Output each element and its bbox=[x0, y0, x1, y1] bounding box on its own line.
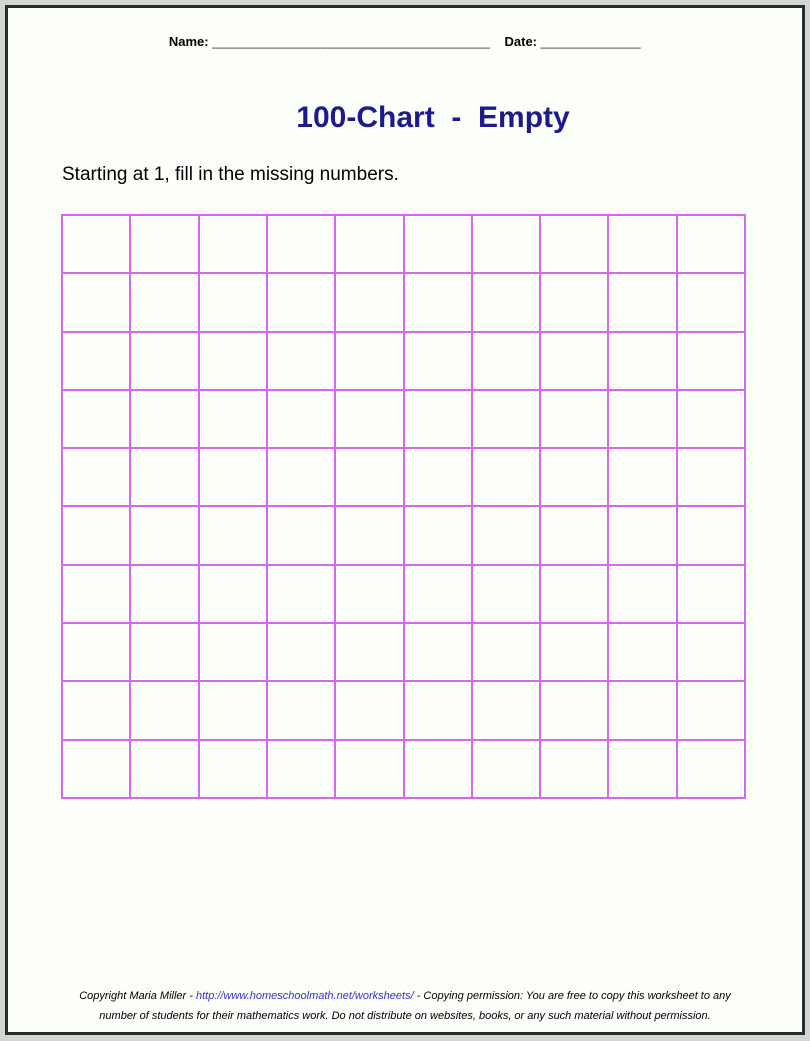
grid-cell[interactable] bbox=[405, 274, 471, 330]
grid-cell[interactable] bbox=[200, 391, 266, 447]
grid-cell[interactable] bbox=[131, 274, 197, 330]
copyright-line-1 bbox=[8, 986, 802, 1006]
grid-cell[interactable] bbox=[609, 333, 675, 389]
grid-cell[interactable] bbox=[405, 682, 471, 738]
grid-cell[interactable] bbox=[63, 566, 129, 622]
grid-cell[interactable] bbox=[678, 566, 744, 622]
date-blank[interactable]: _____________ bbox=[540, 34, 642, 49]
worksheet-page bbox=[5, 5, 805, 1035]
grid-cell[interactable] bbox=[678, 216, 744, 272]
grid-cell[interactable] bbox=[609, 507, 675, 563]
grid-cell[interactable] bbox=[473, 507, 539, 563]
grid-cell[interactable] bbox=[336, 274, 402, 330]
grid-cell[interactable] bbox=[473, 391, 539, 447]
grid-cell[interactable] bbox=[541, 333, 607, 389]
grid-cell[interactable] bbox=[678, 682, 744, 738]
copyright-suffix: - Copying permission: You are free to copy this worksheet to any bbox=[413, 990, 731, 1002]
grid-cell[interactable] bbox=[268, 682, 334, 738]
grid-cell[interactable] bbox=[131, 741, 197, 797]
grid-cell[interactable] bbox=[541, 682, 607, 738]
grid-cell[interactable] bbox=[200, 216, 266, 272]
grid-cell[interactable] bbox=[200, 333, 266, 389]
grid-cell[interactable] bbox=[268, 449, 334, 505]
grid-cell[interactable] bbox=[405, 333, 471, 389]
grid-cell[interactable] bbox=[131, 507, 197, 563]
copyright-line-2: number of students for their mathematics work. Do not distribute on websites, books, or any such material without permission. bbox=[99, 1010, 711, 1022]
grid-cell[interactable] bbox=[200, 274, 266, 330]
grid-cell[interactable] bbox=[609, 449, 675, 505]
grid-cell[interactable] bbox=[678, 391, 744, 447]
grid-cell[interactable] bbox=[473, 566, 539, 622]
grid-cell[interactable] bbox=[63, 507, 129, 563]
grid-cell[interactable] bbox=[63, 682, 129, 738]
grid-cell[interactable] bbox=[200, 624, 266, 680]
grid-cell[interactable] bbox=[200, 741, 266, 797]
grid-cell[interactable] bbox=[541, 507, 607, 563]
grid-cell[interactable] bbox=[405, 624, 471, 680]
grid-cell[interactable] bbox=[63, 274, 129, 330]
grid-cell[interactable] bbox=[336, 391, 402, 447]
grid-cell[interactable] bbox=[473, 624, 539, 680]
grid-cell[interactable] bbox=[131, 333, 197, 389]
grid-cell[interactable] bbox=[63, 391, 129, 447]
date-label: Date: bbox=[504, 34, 538, 49]
grid-cell[interactable] bbox=[541, 274, 607, 330]
instruction-text: Starting at 1, fill in the missing numbers. bbox=[62, 164, 399, 185]
name-date-row bbox=[8, 34, 802, 49]
grid-cell[interactable] bbox=[405, 216, 471, 272]
grid-cell[interactable] bbox=[609, 391, 675, 447]
grid-cell[interactable] bbox=[63, 333, 129, 389]
grid-cell[interactable] bbox=[336, 682, 402, 738]
grid-cell[interactable] bbox=[473, 274, 539, 330]
grid-cell[interactable] bbox=[609, 274, 675, 330]
grid-cell[interactable] bbox=[268, 391, 334, 447]
grid-cell[interactable] bbox=[131, 216, 197, 272]
grid-cell[interactable] bbox=[678, 274, 744, 330]
worksheets-link[interactable]: http://www.homeschoolmath.net/worksheets/ bbox=[195, 990, 414, 1002]
grid-cell[interactable] bbox=[63, 449, 129, 505]
name-blank[interactable]: ____________________________________ bbox=[212, 34, 491, 49]
grid-cell[interactable] bbox=[678, 624, 744, 680]
grid-cell[interactable] bbox=[200, 449, 266, 505]
grid-cell[interactable] bbox=[541, 391, 607, 447]
grid-cell[interactable] bbox=[336, 449, 402, 505]
grid-cell[interactable] bbox=[678, 741, 744, 797]
grid-cell[interactable] bbox=[541, 566, 607, 622]
grid-cell[interactable] bbox=[200, 507, 266, 563]
grid-cell[interactable] bbox=[678, 507, 744, 563]
grid-cell[interactable] bbox=[405, 391, 471, 447]
grid-cell[interactable] bbox=[268, 566, 334, 622]
grid-cell[interactable] bbox=[131, 624, 197, 680]
grid-cell[interactable] bbox=[131, 391, 197, 447]
grid-cell[interactable] bbox=[405, 507, 471, 563]
grid-cell[interactable] bbox=[473, 741, 539, 797]
grid-cell[interactable] bbox=[609, 216, 675, 272]
grid-cell[interactable] bbox=[609, 624, 675, 680]
grid-cell[interactable] bbox=[405, 741, 471, 797]
grid-cell[interactable] bbox=[336, 507, 402, 563]
name-label: Name: bbox=[168, 34, 209, 49]
grid-cell[interactable] bbox=[268, 741, 334, 797]
grid-cell[interactable] bbox=[609, 566, 675, 622]
grid-cell[interactable] bbox=[131, 449, 197, 505]
grid-cell[interactable] bbox=[268, 216, 334, 272]
grid-cell[interactable] bbox=[131, 682, 197, 738]
grid-cell[interactable] bbox=[678, 449, 744, 505]
worksheet-title: 100-Chart - Empty bbox=[296, 101, 570, 134]
grid-cell[interactable] bbox=[200, 566, 266, 622]
grid-cell[interactable] bbox=[200, 682, 266, 738]
hundred-chart-grid bbox=[61, 214, 746, 799]
grid-cell[interactable] bbox=[609, 682, 675, 738]
grid-cell[interactable] bbox=[336, 566, 402, 622]
grid-cell[interactable] bbox=[268, 274, 334, 330]
grid-cell[interactable] bbox=[541, 449, 607, 505]
grid-cell[interactable] bbox=[336, 216, 402, 272]
grid-cell[interactable] bbox=[336, 741, 402, 797]
grid-cell[interactable] bbox=[541, 741, 607, 797]
grid-cell[interactable] bbox=[131, 566, 197, 622]
grid-cell[interactable] bbox=[63, 624, 129, 680]
grid-cell[interactable] bbox=[541, 624, 607, 680]
grid-cell[interactable] bbox=[405, 566, 471, 622]
grid-cell[interactable] bbox=[678, 333, 744, 389]
grid-cell[interactable] bbox=[609, 741, 675, 797]
grid-cell[interactable] bbox=[405, 449, 471, 505]
grid-cell[interactable] bbox=[473, 216, 539, 272]
grid-cell[interactable] bbox=[473, 333, 539, 389]
grid-cell[interactable] bbox=[268, 333, 334, 389]
grid-cell[interactable] bbox=[541, 216, 607, 272]
grid-cell[interactable] bbox=[268, 624, 334, 680]
copyright-footer bbox=[8, 986, 802, 1026]
grid-cell[interactable] bbox=[268, 507, 334, 563]
grid-cell[interactable] bbox=[473, 449, 539, 505]
grid-cell[interactable] bbox=[63, 741, 129, 797]
grid-cell[interactable] bbox=[336, 333, 402, 389]
copyright-prefix: Copyright Maria Miller - bbox=[79, 990, 196, 1002]
grid-cell[interactable] bbox=[473, 682, 539, 738]
grid-cell[interactable] bbox=[63, 216, 129, 272]
grid-cell[interactable] bbox=[336, 624, 402, 680]
